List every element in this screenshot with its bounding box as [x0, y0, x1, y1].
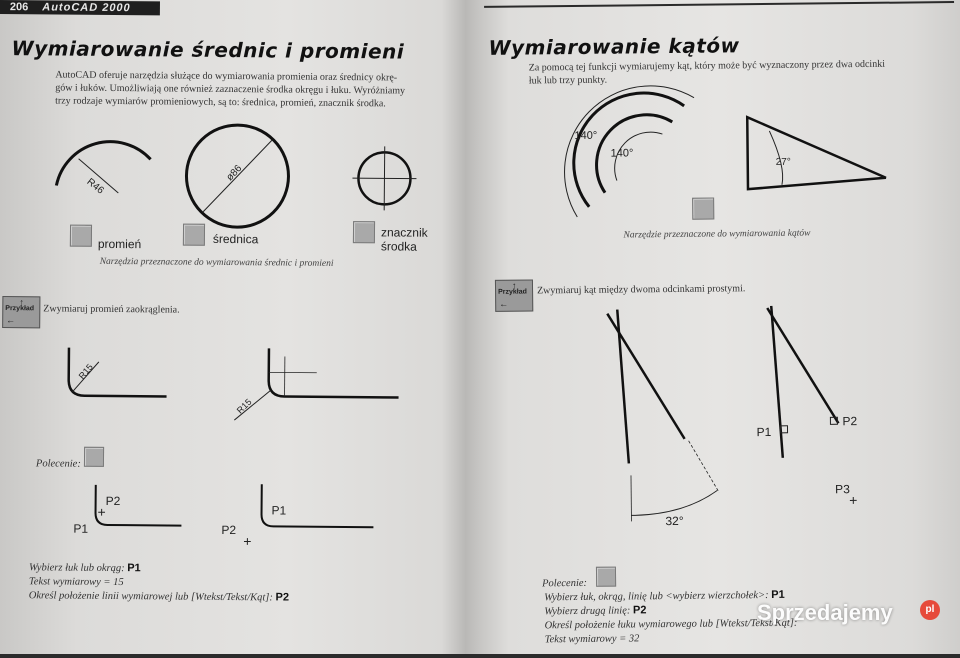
running-head: AutoCAD 2000	[42, 1, 131, 14]
left-page	[0, 0, 470, 658]
example-instruction: Zwymiaruj kąt między dwoma odcinkami prostymi.	[537, 282, 745, 297]
tools-caption: Narzędzia przeznaczone do wymiarowania średnic i promieni	[100, 257, 334, 269]
angle-tool-icon[interactable]	[692, 198, 714, 220]
center-mark-label-line: środka	[381, 239, 428, 253]
radius-tool-icon[interactable]	[70, 225, 92, 247]
step-value: P2	[633, 604, 647, 616]
angle-command-icon[interactable]	[596, 567, 616, 587]
command-prompt	[542, 577, 587, 591]
triangle-angle-diagram	[741, 106, 892, 198]
step-text: Określ położenie łuku wymiarowego lub [Wtekst/Tekst/Kąt]:	[544, 618, 797, 632]
page-title: Wymiarowanie średnic i promieni	[11, 36, 404, 63]
watermark-logo: Sprzedajemy	[757, 600, 893, 626]
point-p3-label: P3	[835, 482, 850, 496]
command-prompt	[36, 457, 81, 471]
radius-command-icon[interactable]	[84, 447, 104, 467]
cursor-cross-icon: +	[243, 533, 251, 549]
example-badge-icon: ↑ Przykład ←	[495, 279, 533, 311]
page-number: 206	[10, 1, 28, 13]
step-value: P1	[771, 589, 785, 601]
pick-arc-diagram	[71, 483, 191, 534]
intro-line: gów i łuków. Umożliwiają one również zaznaczenie środka okręgu i łuku. Wyróżniamy	[55, 81, 405, 97]
diameter-dim-label: ø86	[224, 163, 244, 183]
step-value: P1	[127, 562, 141, 574]
command-steps	[29, 561, 290, 605]
example-instruction: Zwymiaruj promień zaokrąglenia.	[43, 302, 179, 316]
point-p1-label: P1	[271, 503, 286, 517]
point-p2-label: P2	[221, 523, 236, 537]
fillet-diagram-plain	[62, 346, 173, 407]
inner-angle-label: 140°	[611, 147, 634, 159]
place-dimension-diagram	[217, 484, 388, 550]
cursor-cross-icon: +	[849, 492, 857, 508]
intro-line: Za pomocą tej funkcji wymiarujemy kąt, który może być wyznaczony przez dwa odcinki	[529, 58, 885, 75]
intro-paragraph	[55, 68, 405, 110]
step-text: Określ położenie linii wymiarowej lub [Wtekst/Tekst/Kąt]:	[29, 590, 273, 603]
step-text: Wybierz łuk lub okrąg:	[29, 562, 125, 574]
intro-paragraph	[529, 58, 886, 88]
step-value: P2	[275, 591, 289, 603]
example-badge-icon: ↑ Przykład ←	[2, 296, 40, 328]
diameter-tool-label: średnica	[213, 232, 258, 246]
step-text: Wybierz łuk, okrąg, linię lub <wybierz wierzchołek>:	[544, 590, 768, 603]
fillet-dimensioned-label: R15	[235, 397, 254, 416]
point-p1-label: P1	[73, 522, 88, 536]
arc-angle-diagram	[564, 94, 705, 225]
point-p1-label: P1	[756, 425, 771, 439]
center-mark-tool-label	[381, 225, 428, 253]
outer-angle-label: 140°	[574, 130, 597, 142]
intro-line: trzy rodzaje wymiarów promieniowych, są to: średnica, promień, znacznik środka.	[55, 94, 405, 110]
intro-line: AutoCAD oferuje narzędzia służące do wymiarowania promienia oraz średnicy okrę-	[55, 68, 405, 84]
step-line	[545, 631, 798, 648]
radius-tool-label: promień	[98, 237, 141, 251]
page-header	[0, 0, 160, 15]
point-p2-label: P2	[106, 494, 121, 508]
fillet-diagram-dimensioned	[226, 342, 407, 424]
cursor-cross-icon: +	[97, 504, 105, 520]
page-title: Wymiarowanie kątów	[488, 33, 739, 60]
step-line	[29, 589, 289, 605]
radius-diagram	[48, 130, 159, 201]
tools-caption: Narzędzie przeznaczone do wymiarowania kątów	[623, 229, 810, 241]
result-angle-label: 32°	[665, 514, 683, 528]
triangle-angle-label: 27°	[776, 157, 791, 168]
watermark-badge: pl	[920, 600, 940, 620]
point-p2-label: P2	[842, 414, 857, 428]
command-label: Polecenie:	[36, 458, 81, 469]
radius-dim-label: R46	[85, 177, 107, 197]
command-label: Polecenie:	[542, 578, 587, 589]
intro-line: łuk lub trzy punkty.	[529, 71, 885, 88]
center-mark-tool-icon[interactable]	[353, 221, 375, 243]
center-mark-label-line: znacznik	[381, 225, 428, 239]
step-text: Tekst wymiarowy = 15	[29, 576, 124, 588]
example-badge-label: Przykład	[498, 289, 527, 296]
line-angle-diagram	[601, 300, 933, 523]
step-text: Wybierz drugą linię:	[544, 605, 630, 617]
diameter-diagram	[183, 122, 294, 233]
page-top-rule	[484, 1, 954, 8]
step-text: Tekst wymiarowy = 32	[545, 633, 640, 645]
fillet-label: R15	[77, 362, 95, 381]
diameter-tool-icon[interactable]	[183, 224, 205, 246]
center-mark-diagram	[350, 146, 421, 217]
right-page	[478, 0, 960, 654]
example-badge-label: Przykład	[5, 305, 34, 312]
